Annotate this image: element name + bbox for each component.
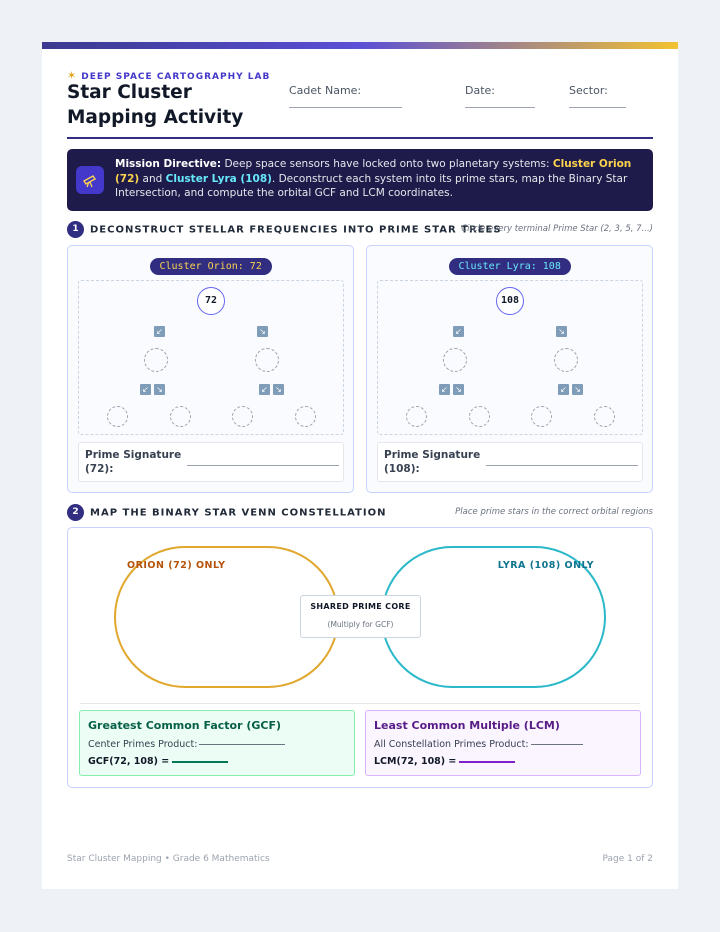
shared-core-title: SHARED PRIME CORE bbox=[310, 602, 411, 611]
sector-field[interactable]: Sector: bbox=[569, 84, 608, 97]
section-2-number: 2 bbox=[67, 504, 84, 521]
footer-page-number: Page 1 of 2 bbox=[602, 854, 653, 864]
factor-node-blank[interactable] bbox=[232, 406, 253, 427]
arrow-down-right-icon: ↘ bbox=[273, 384, 284, 395]
arrow-down-left-icon: ↙ bbox=[140, 384, 151, 395]
section-2-note: Place prime stars in the correct orbital regions bbox=[455, 507, 653, 517]
mission-directive bbox=[67, 149, 653, 211]
lcm-prompt: All Constellation Primes Product: bbox=[374, 739, 583, 750]
prime-signature-box bbox=[377, 442, 643, 482]
gcf-formula: GCF(72, 108) = bbox=[88, 756, 228, 767]
section-2-heading: 2 MAP THE BINARY STAR VENN CONSTELLATION bbox=[67, 504, 386, 521]
factor-node-blank[interactable] bbox=[406, 406, 427, 427]
factor-node-blank[interactable] bbox=[295, 406, 316, 427]
arrow-down-left-icon: ↙ bbox=[259, 384, 270, 395]
cluster-pill: Cluster Lyra: 108 bbox=[449, 258, 571, 275]
factor-node-blank[interactable] bbox=[554, 348, 578, 372]
arrow-down-right-icon: ↘ bbox=[154, 384, 165, 395]
lyra-highlight: Cluster Lyra (108) bbox=[165, 172, 272, 185]
lyra-tree-card bbox=[366, 245, 653, 493]
orion-only-label: ORION (72) ONLY bbox=[127, 560, 226, 571]
tree-root-node: 72 bbox=[197, 287, 225, 315]
tree-root-node: 108 bbox=[496, 287, 524, 315]
section-1-number: 1 bbox=[67, 221, 84, 238]
sector-line[interactable] bbox=[569, 107, 626, 108]
date-line[interactable] bbox=[465, 107, 535, 108]
arrow-down-left-icon: ↙ bbox=[558, 384, 569, 395]
lcm-answer-line[interactable] bbox=[459, 761, 515, 763]
factor-node-blank[interactable] bbox=[144, 348, 168, 372]
arrow-down-right-icon: ↘ bbox=[556, 326, 567, 337]
gcf-answer-line[interactable] bbox=[172, 761, 228, 763]
prime-signature-line[interactable] bbox=[486, 465, 638, 466]
shared-prime-core[interactable] bbox=[300, 595, 421, 638]
gcf-product-line[interactable] bbox=[199, 744, 285, 745]
factor-node-blank[interactable] bbox=[443, 348, 467, 372]
lcm-box bbox=[365, 710, 641, 776]
date-field[interactable]: Date: bbox=[465, 84, 495, 97]
section-1-heading: 1 DECONSTRUCT STELLAR FREQUENCIES INTO PRIME STAR TREES bbox=[67, 221, 502, 238]
prime-signature-line[interactable] bbox=[187, 465, 339, 466]
gcf-prompt: Center Primes Product: bbox=[88, 739, 285, 750]
arrow-down-left-icon: ↙ bbox=[439, 384, 450, 395]
worksheet-page bbox=[42, 42, 678, 889]
section-1-note: Circle every terminal Prime Star (2, 3, 5, 7...) bbox=[461, 224, 653, 234]
factor-node-blank[interactable] bbox=[107, 406, 128, 427]
factor-tree-area bbox=[78, 280, 344, 435]
shared-core-subtitle: (Multiply for GCF) bbox=[327, 620, 394, 629]
arrow-down-right-icon: ↘ bbox=[453, 384, 464, 395]
factor-node-blank[interactable] bbox=[531, 406, 552, 427]
cadet-name-field[interactable]: Cadet Name: bbox=[289, 84, 361, 97]
directive-text: Mission Directive: Deep space sensors have locked onto two planetary systems: Cluster Orion (72) and Cluster Lyra (108). Deconstruct each system into its prime stars, map the Binary Star Intersection, and compute the orbital GCF and LCM coordinates. bbox=[115, 158, 632, 199]
orion-tree-card bbox=[67, 245, 354, 493]
venn-divider bbox=[80, 703, 640, 704]
factor-node-blank[interactable] bbox=[255, 348, 279, 372]
top-gradient-bar bbox=[42, 42, 678, 49]
prime-signature-label: Prime Signature (72): bbox=[85, 449, 182, 475]
cluster-pill: Cluster Orion: 72 bbox=[150, 258, 272, 275]
arrow-down-left-icon: ↙ bbox=[453, 326, 464, 337]
factor-node-blank[interactable] bbox=[594, 406, 615, 427]
lcm-title: Least Common Multiple (LCM) bbox=[374, 719, 560, 732]
header-divider bbox=[67, 137, 653, 139]
arrow-down-left-icon: ↙ bbox=[154, 326, 165, 337]
lab-name: ✶ DEEP SPACE CARTOGRAPHY LAB bbox=[67, 69, 271, 82]
arrow-down-right-icon: ↘ bbox=[572, 384, 583, 395]
lyra-only-label: LYRA (108) ONLY bbox=[497, 560, 594, 571]
gcf-box bbox=[79, 710, 355, 776]
sparkle-star-icon: ✶ bbox=[67, 69, 78, 82]
footer-left: Star Cluster Mapping • Grade 6 Mathematics bbox=[67, 854, 270, 864]
cadet-name-line[interactable] bbox=[289, 107, 402, 108]
telescope-icon bbox=[76, 166, 104, 194]
lcm-formula: LCM(72, 108) = bbox=[374, 756, 515, 767]
venn-card bbox=[67, 527, 653, 788]
factor-tree-area bbox=[377, 280, 643, 435]
page-title: Star Cluster Mapping Activity bbox=[67, 82, 244, 128]
gcf-title: Greatest Common Factor (GCF) bbox=[88, 719, 282, 732]
orion-highlight: Cluster Orion (72) bbox=[115, 158, 632, 185]
factor-node-blank[interactable] bbox=[170, 406, 191, 427]
factor-node-blank[interactable] bbox=[469, 406, 490, 427]
lcm-product-line[interactable] bbox=[531, 744, 583, 745]
arrow-down-right-icon: ↘ bbox=[257, 326, 268, 337]
prime-signature-box bbox=[78, 442, 344, 482]
prime-signature-label: Prime Signature (108): bbox=[384, 449, 481, 475]
